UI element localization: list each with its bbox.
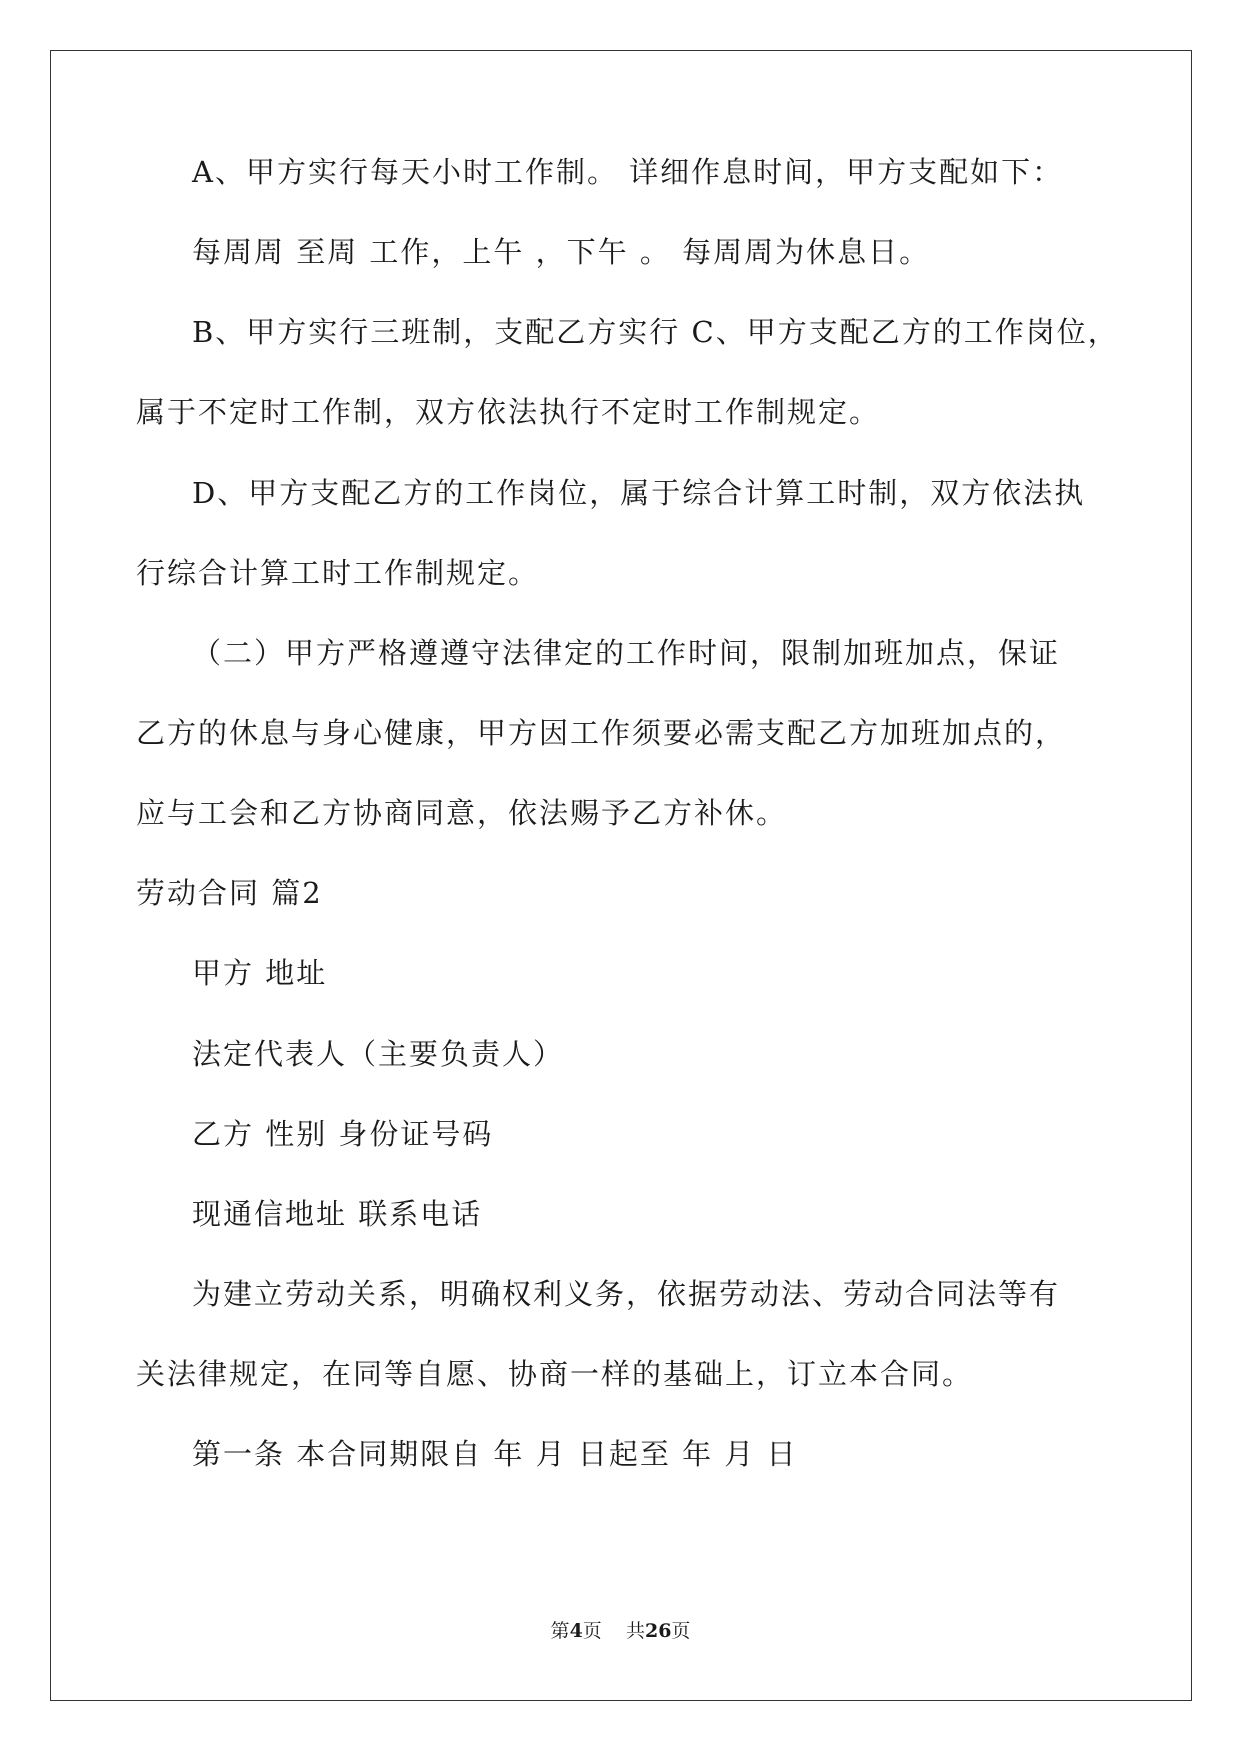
text-line: D、甲方支配乙方的工作岗位，属于综合计算工时制，双方依法执 — [192, 476, 1086, 510]
text-line: 应与工会和乙方协商同意，依法赐予乙方补休。 — [136, 796, 788, 830]
text-line: 乙方的休息与身心健康，甲方因工作须要必需支配乙方加班加点的， — [136, 716, 1067, 750]
footer-suffix: 页 — [671, 1620, 691, 1642]
text-line: 法定代表人（主要负责人） — [192, 1037, 565, 1071]
text-line: 乙方 性别 身份证号码 — [192, 1117, 494, 1151]
text-line: 现通信地址 联系电话 — [192, 1197, 483, 1231]
text-line: 行综合计算工时工作制规定。 — [136, 556, 540, 590]
text-line: A、甲方实行每天小时工作制。 详细作息时间，甲方支配如下： — [192, 155, 1064, 189]
text-line: 为建立劳动关系，明确权利义务，依据劳动法、劳动合同法等有 — [192, 1277, 1061, 1311]
footer-middle: 页 共 — [582, 1620, 645, 1642]
section-heading: 劳动合同 篇2 — [136, 876, 323, 910]
text-line: 第一条 本合同期限自 年 月 日起至 年 月 日 — [192, 1437, 798, 1471]
text-line: 甲方 地址 — [192, 956, 328, 990]
text-line: B、甲方实行三班制，支配乙方实行 C、甲方支配乙方的工作岗位， — [192, 315, 1119, 349]
footer-prefix: 第 — [550, 1620, 570, 1642]
text-line: 关法律规定，在同等自愿、协商一样的基础上，订立本合同。 — [136, 1357, 974, 1391]
text-line: 每周周 至周 工作，上午 ，下午 。 每周周为休息日。 — [192, 235, 931, 269]
total-page-number: 26 — [644, 1620, 672, 1642]
current-page-number: 4 — [569, 1620, 583, 1642]
page-footer — [0, 1618, 1241, 1644]
text-line: 属于不定时工作制，双方依法执行不定时工作制规定。 — [136, 395, 881, 429]
text-line: （二）甲方严格遵遵守法律定的工作时间，限制加班加点，保证 — [192, 636, 1061, 670]
